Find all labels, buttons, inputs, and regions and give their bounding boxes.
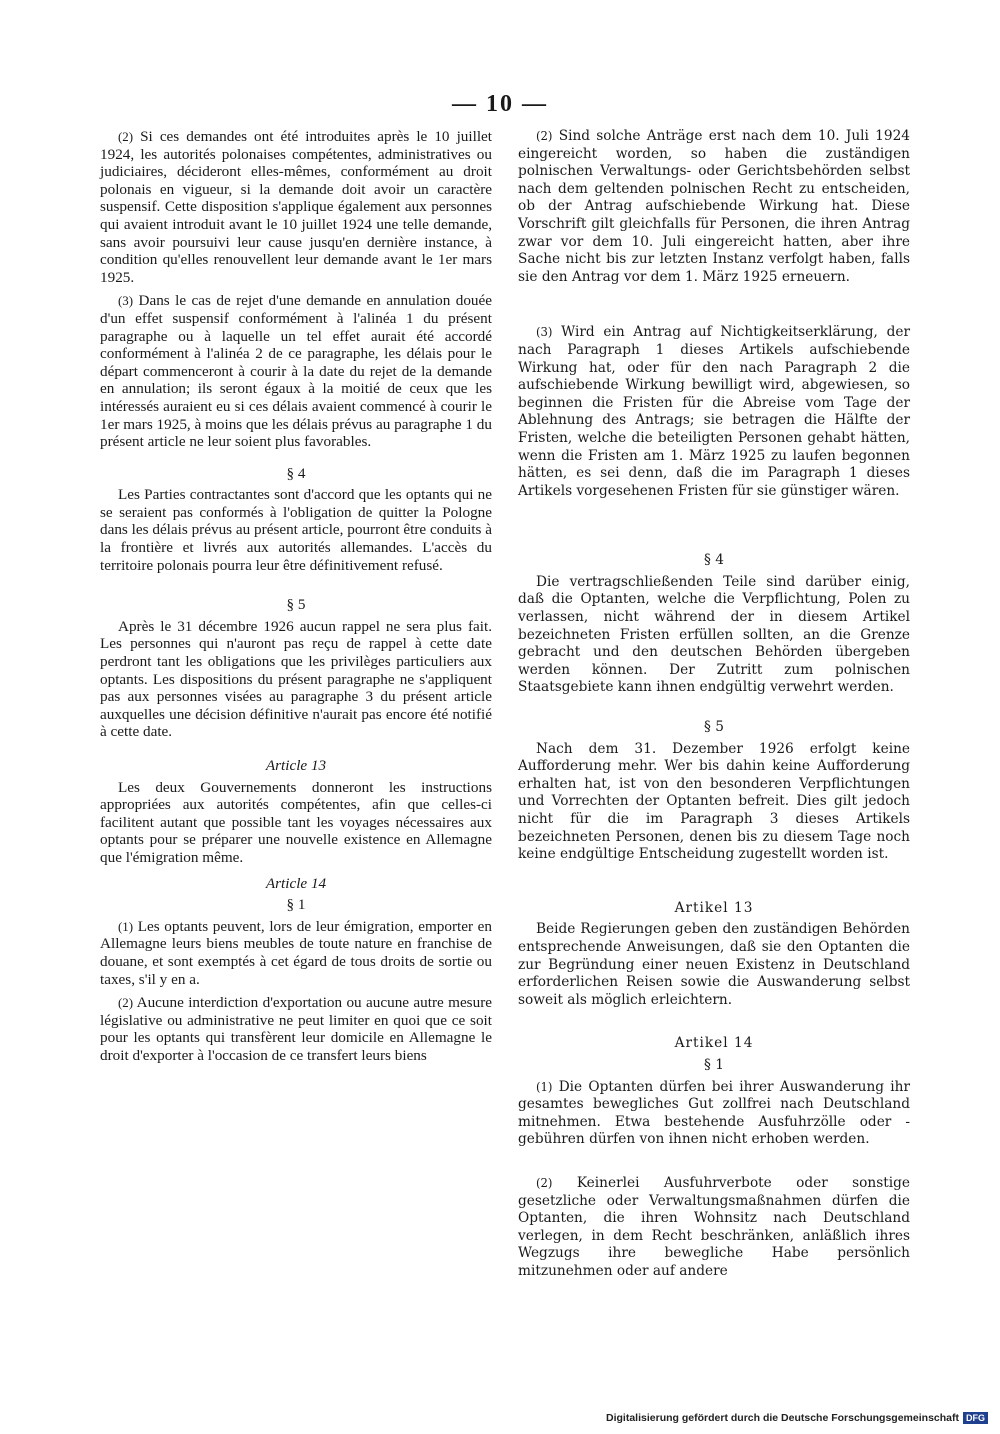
digitization-credit	[606, 1412, 988, 1424]
de-article-14-paragraph-2-number: (2)	[536, 1175, 553, 1190]
fr-article-14-paragraph-1	[100, 918, 492, 988]
fr-paragraph-3-number: (3)	[118, 293, 134, 309]
fr-paragraph-2-text: Si ces demandes ont été introduites après le 10 juillet 1924, les autorités polonaises compétentes, administratives ou judiciaires, décideront elles-mêmes, conformément au droit polonais en vigueur, si la demande doit avoir un caractère suspensif. Cette disposition s'applique également aux personnes qui avaient introduit avant le 10 juillet 1924 une telle demande, sans avoir poursuivi leur cause jusqu'en dernière instance, à condition qu'elles renouvellent leur demande avant le 1er mars 1925.	[100, 128, 492, 286]
de-section-5-text: Nach dem 31. Dezember 1926 erfolgt keine Aufforderung mehr. Wer bis dahin keine Aufforderung erhalten hat, ist von den besonderen Verpflichtungen und Vorrechten der Optanten befreit. Dies gilt jedoch nicht für die im Paragraph 3 dieses Artikels bezeichneten Personen, denen bis zu diesem Tage noch keine endgültige Entscheidung zugestellt worden ist.	[518, 740, 910, 863]
de-section-4-text: Die vertragschließenden Teile sind darüber einig, daß die Optanten, welche die Verpflichtung, Polen zu verlassen, nicht während der in diesem Artikel bezeichneten Fristen erfüllen sollten, an die Grenze gebracht und den deutschen Behörden übergeben werden können. Der Zutritt zum polnischen Staatsgebiete kann ihnen endgültig verwehrt werden.	[518, 573, 910, 696]
de-article-14-paragraph-2-text: Keinerlei Ausfuhrverbote oder sonstige gesetzliche oder Verwaltungsmaßnahmen dürfen die Optanten, die ihren Wohnsitz nach Deutschland verlegen, in dem Recht beschränken, anläßlich ihres Wegzugs ihre bewegliche Habe persönlich mitzunehmen oder auf andere	[518, 1174, 910, 1279]
german-column	[518, 128, 910, 1280]
de-paragraph-2-number: (2)	[536, 129, 553, 143]
de-article-13-text: Beide Regierungen geben den zuständigen Behörden entsprechende Anweisungen, daß sie den Optanten die zur Begründung einer neuen Existenz in Deutschland erforderlichen Reisen sowie die Auswanderung selbst soweit als möglich erleichtern.	[518, 921, 910, 1008]
page-number: — 10 —	[452, 91, 548, 117]
fr-article-14-paragraph-1-number: (1)	[118, 918, 134, 934]
de-paragraph-3-number: (3)	[536, 325, 553, 340]
fr-article-13-heading: Article 13	[265, 757, 327, 774]
fr-paragraph-2-number: (2)	[118, 129, 134, 144]
fr-section-5-heading: § 5	[286, 596, 306, 614]
fr-article-14-section-1-heading: § 1	[286, 896, 306, 914]
fr-article-14-paragraph-1-text: Les optants peuvent, lors de leur émigration, emporter en Allemagne leurs biens meubles de toute nature en franchise de douane, et sont exemptés à cet égard de tous droits de sortie ou taxes, s'il y en a.	[100, 917, 493, 988]
fr-article-14-paragraph-2-text: Aucune interdiction d'exportation ou aucune autre mesure législative ou administrative ne peut limiter en quoi que ce soit pour les optants qui transfèrent leur domicile en Allemagne le droit d'exporter à l'occasion de ce transfert leurs biens	[100, 994, 492, 1064]
fr-article-14-heading: Article 14	[265, 874, 327, 892]
fr-article-14-paragraph-2-number: (2)	[118, 995, 134, 1011]
fr-article-14-paragraph-2	[100, 994, 492, 1064]
dfg-logo: DFG	[963, 1412, 988, 1424]
fr-paragraph-3	[100, 292, 492, 450]
fr-section-5-text: Après le 31 décembre 1926 aucun rappel ne sera plus fait. Les personnes qui n'auront pas reçu de rappel à cette date perdront tant les obligations que les privilèges particuliers aux optants. Les dispositions du présent paragraphe ne s'appliquent pas aux personnes visées au paragraphe 3 du présent article auxquelles une décision définitive n'aurait pas encore été notifié à cette date.	[100, 617, 492, 741]
fr-article-13-text: Les deux Gouvernements donneront les instructions appropriées aux autorités compétentes, afin que celles-ci facilitent autant que possible tant les voyages nécessaires aux optants pour se préparer une nouvelle existence en Allemagne que l'émigration même.	[100, 778, 492, 866]
de-article-14-paragraph-1-number: (1)	[536, 1079, 553, 1094]
fr-section-4-text: Les Parties contractantes sont d'accord que les optants qui ne se seraient pas conformés à l'obligation de quitter la Pologne dans les délais prévus au présent article, pourront être conduits à la frontière et livrés aux autorités allemandes. L'accès du territoire polonais pourra leur être définitivement refusé.	[100, 486, 492, 574]
de-paragraph-3	[518, 324, 910, 500]
de-article-14-paragraph-1	[518, 1079, 910, 1149]
de-section-4-heading: § 4	[704, 552, 724, 569]
de-article-14-heading: Artikel 14	[674, 1035, 754, 1052]
two-column-body	[100, 128, 910, 1280]
fr-paragraph-3-text: Dans le cas de rejet d'une demande en annulation douée d'un effet suspensif conformément à l'alinéa 1 du présent paragraphe ou à laquelle un tel effet aurait été accordé conformément à l'alinéa 2 de ce paragraphe, les délais pour le départ commenceront à courir à la date du rejet de la demande en annulation; ils seront égaux à la moitié de ceux que les intéressés auraient eu si ces délais avaient commencé à courir le 1er mars 1925, à moins que les délais prévus au paragraphe 1 du présent article ne leur soient plus favorables.	[100, 292, 493, 451]
de-paragraph-2	[518, 128, 910, 286]
de-paragraph-3-text: Wird ein Antrag auf Nichtigkeitserklärung, der nach Paragraph 1 dieses Artikels aufschiebende Wirkung hat, oder für den nach Paragraph 2 die aufschiebende Wirkung bewilligt wird, abgewiesen, so beginnen die Fristen für die Abreise vom Tage der Ablehnung des Antrags; sie betragen die Hälfte der Fristen, welche die beteiligten Personen gehabt hätten, wenn die Fristen am 1. März 1925 zu laufen begonnen hätten, es sei denn, daß die im Paragraph 1 dieses Artikels vorgesehenen Fristen für sie günstiger wären.	[518, 324, 910, 499]
fr-paragraph-2	[100, 128, 492, 286]
de-article-13-heading: Artikel 13	[674, 899, 754, 916]
de-paragraph-2-text: Sind solche Anträge erst nach dem 10. Juli 1924 eingereicht worden, so haben die zuständigen polnischen Verwaltungs- oder Gerichtsbehörden selbst nach dem geltenden polnischen Recht zu entscheiden, ob der Antrag aufschiebende Wirkung hat. Diese Vorschrift gilt gleichfalls für Personen, die ihren Antrag zwar vor dem 10. Juli eingereicht hatten, aber ihre Sache nicht bis zur letzten Instanz verfolgt haben, falls sie den Antrag vor dem 1. März 1925 erneuern.	[518, 128, 910, 285]
de-article-14-section-1-heading: § 1	[704, 1056, 724, 1073]
de-section-5-heading: § 5	[704, 719, 724, 736]
digitization-credit-text: Digitalisierung gefördert durch die Deutsche Forschungsgemeinschaft	[606, 1412, 959, 1424]
french-column	[100, 128, 492, 1280]
de-article-14-paragraph-1-text: Die Optanten dürfen bei ihrer Auswanderung ihr gesamtes bewegliches Gut zollfrei nach Deutschland mitnehmen. Etwa bestehende Ausfuhrzölle oder -gebühren dürfen von ihnen nicht erhoben werden.	[518, 1078, 910, 1148]
de-article-14-paragraph-2	[518, 1175, 910, 1281]
fr-section-4-heading: § 4	[286, 464, 306, 482]
